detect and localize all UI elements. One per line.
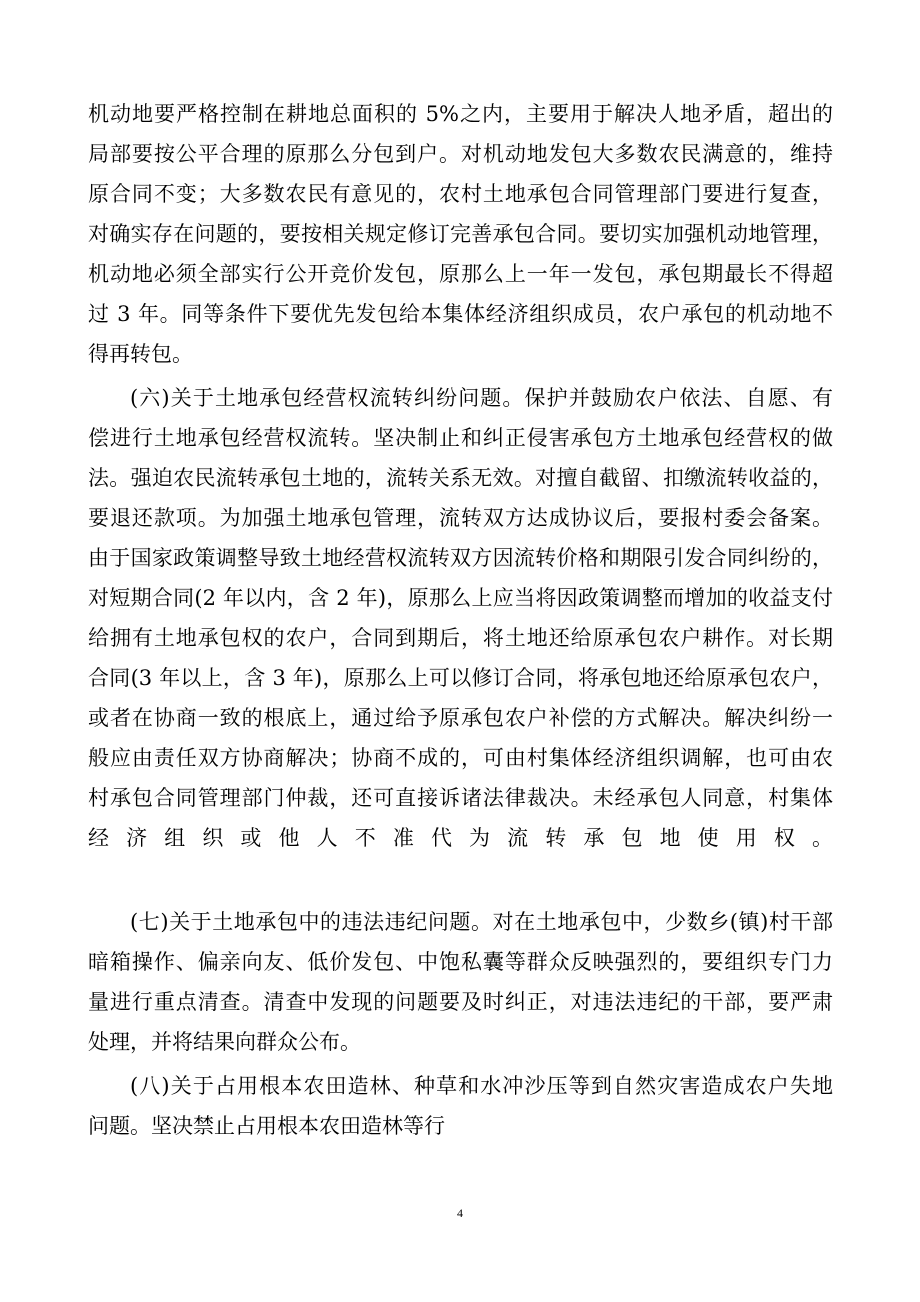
text-line: 要退还款项。为加强土地承包管理，流转双方达成协议后，要报村委会备案。 — [88, 506, 833, 530]
text-line: 对确实存在问题的，要按相关规定修订完善承包合同。要切实加强机动地管理， — [88, 222, 833, 246]
text-line: 对短期合同(2 年以内，含 2 年)，原那么上应当将因政策调整而增加的收益支付 — [88, 586, 833, 610]
text-line: 过 3 年。同等条件下要优先发包给本集体经济组织成员，农户承包的机动地不 — [88, 302, 833, 326]
text-line: 合同(3 年以上，含 3 年)，原那么上可以修订合同，将承包地还给原承包农户， — [88, 666, 833, 690]
text-line: 暗箱操作、偏亲向友、低价发包、中饱私囊等群众反映强烈的，要组织专门力 — [88, 950, 833, 974]
text-line: 得再转包。 — [88, 342, 193, 366]
text-line: 法。强迫农民流转承包土地的，流转关系无效。对擅自截留、扣缴流转收益的， — [88, 466, 833, 490]
section-heading-line: (六)关于土地承包经营权流转纠纷问题。保护并鼓励农户依法、自愿、有 — [130, 386, 833, 410]
text-line: 般应由责任双方协商解决；协商不成的，可由村集体经济组织调解，也可由农 — [88, 746, 833, 770]
document-body — [88, 94, 833, 1150]
text-line: 处理，并将结果向群众公布。 — [88, 1030, 361, 1054]
text-line: 给拥有土地承包权的农户，合同到期后，将土地还给原承包农户耕作。对长期 — [88, 626, 833, 650]
paragraph-section-7 — [88, 902, 833, 1062]
paragraph-section-8 — [88, 1066, 833, 1146]
text-line: 经济组织或他人不准代为流转承包地使用权。 — [88, 826, 833, 850]
text-line: 机动地必须全部实行公开竞价发包，原那么上一年一发包，承包期最长不得超 — [88, 262, 833, 286]
text-line: 村承包合同管理部门仲裁，还可直接诉诸法律裁决。未经承包人同意，村集体 — [88, 786, 833, 810]
section-heading-line: (七)关于土地承包中的违法违纪问题。对在土地承包中，少数乡(镇)村干部 — [130, 910, 833, 934]
text-line: 局部要按公平合理的原那么分包到户。对机动地发包大多数农民满意的，维持 — [88, 142, 833, 166]
text-line: 量进行重点清查。清查中发现的问题要及时纠正，对违法违纪的干部，要严肃 — [88, 990, 833, 1014]
paragraph-mobile-land — [88, 94, 833, 374]
text-line: 机动地要严格控制在耕地总面积的 5%之内，主要用于解决人地矛盾，超出的 — [88, 102, 833, 126]
text-line: 或者在协商一致的根底上，通过给予原承包农户补偿的方式解决。解决纠纷一 — [88, 706, 833, 730]
text-line: 原合同不变；大多数农民有意见的，农村土地承包合同管理部门要进行复查， — [88, 182, 833, 206]
paragraph-section-6 — [88, 378, 833, 898]
section-heading-line: (八)关于占用根本农田造林、种草和水冲沙压等到自然灾害造成农户失地 — [130, 1074, 833, 1098]
text-line: 偿进行土地承包经营权流转。坚决制止和纠正侵害承包方土地承包经营权的做 — [88, 426, 833, 450]
text-line: 问题。坚决禁止占用根本农田造林等行 — [88, 1114, 445, 1138]
text-line — [88, 858, 833, 898]
page-number: 4 — [457, 1206, 463, 1220]
text-line: 由于国家政策调整导致土地经营权流转双方因流转价格和期限引发合同纠纷的， — [88, 546, 833, 570]
